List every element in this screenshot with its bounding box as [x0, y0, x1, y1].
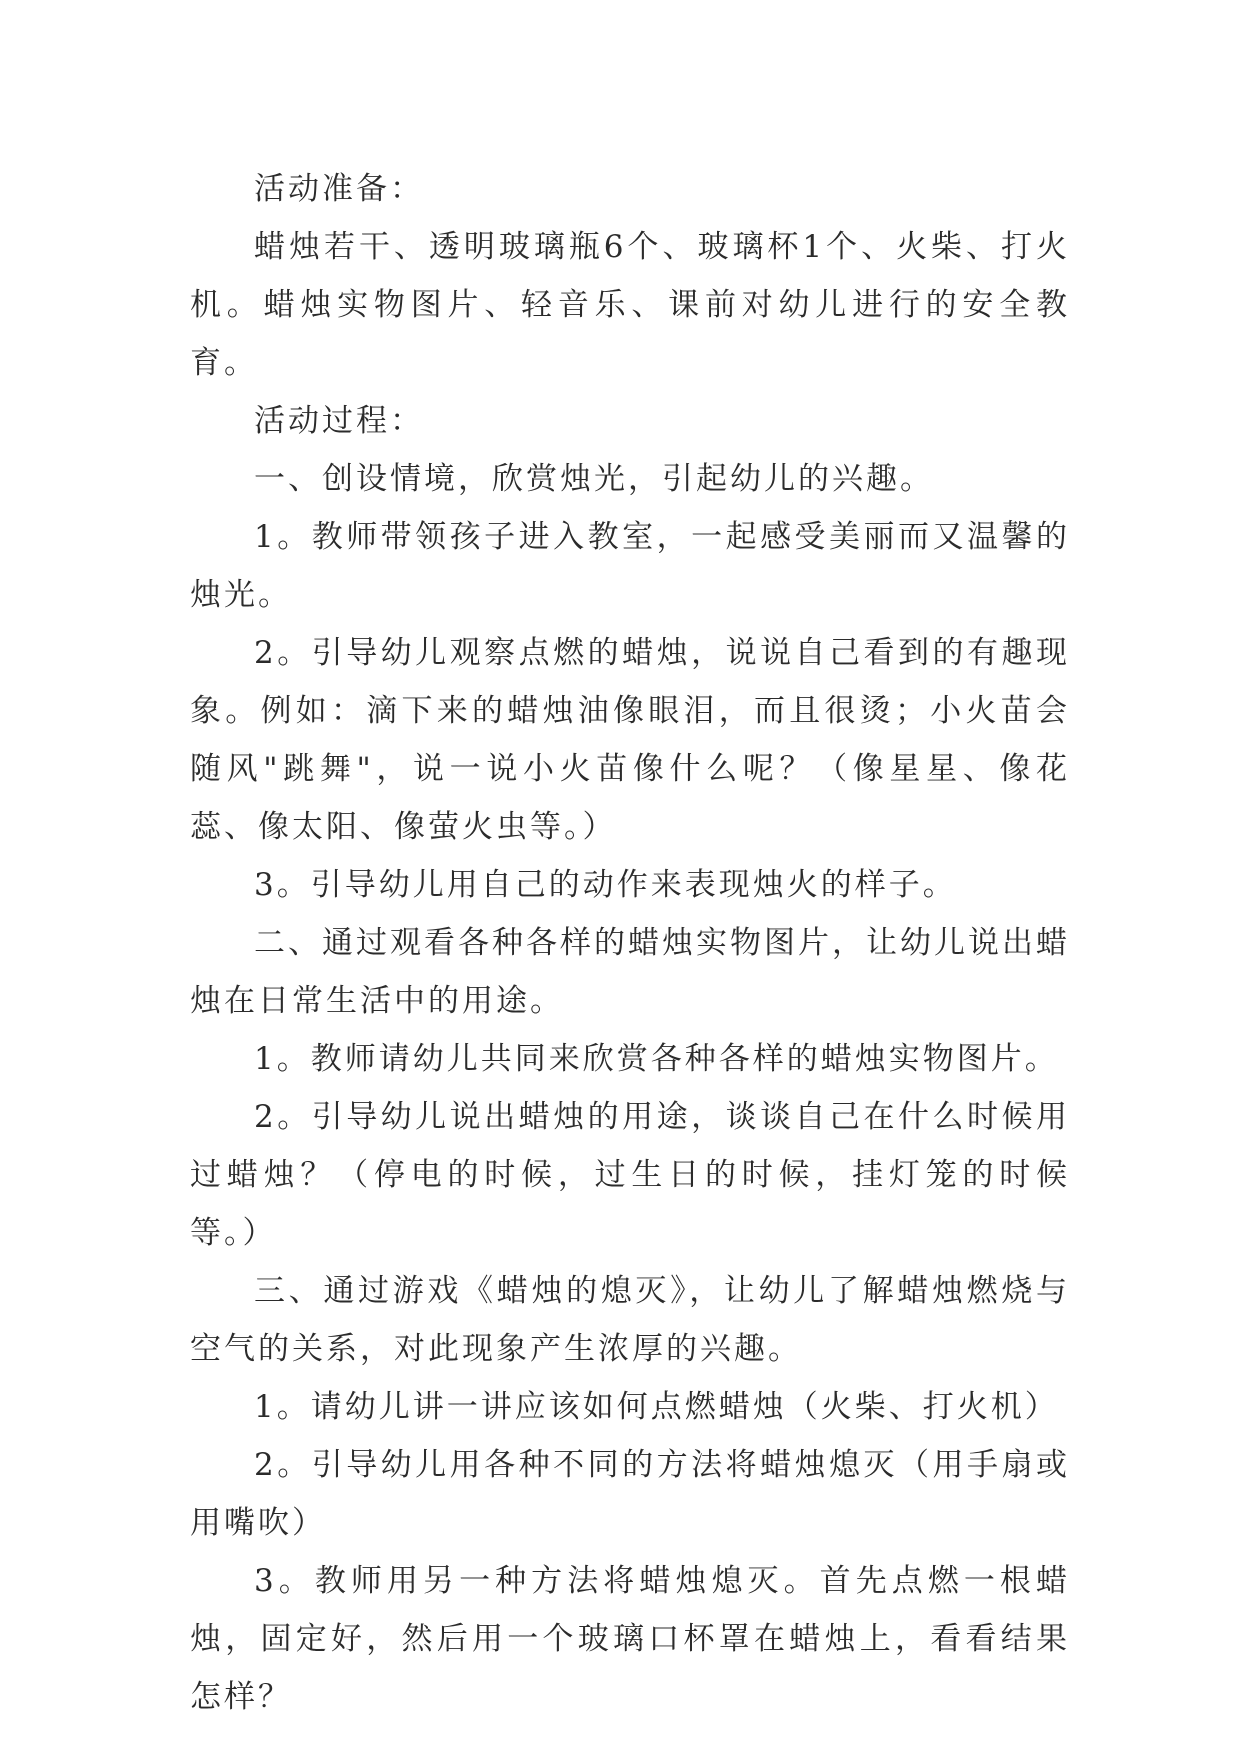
paragraph-process-heading: 活动过程：	[254, 403, 424, 439]
paragraph-section-two: 二、通过观看各种各样的蜡烛实物图片，让幼儿说出蜡烛在日常生活中的用途。	[190, 925, 1070, 1019]
paragraph-section-one: 一、创设情境，欣赏烛光，引起幼儿的兴趣。	[254, 461, 934, 497]
paragraph-section-three: 三、通过游戏《蜡烛的熄灭》，让幼儿了解蜡烛燃烧与空气的关系，对此现象产生浓厚的兴趣。	[190, 1273, 1070, 1367]
paragraph-section-three-step-2: 2。引导幼儿用各种不同的方法将蜡烛熄灭（用手扇或用嘴吹）	[190, 1447, 1070, 1541]
paragraph-preparation-materials: 蜡烛若干、透明玻璃瓶6个、玻璃杯1个、火柴、打火机。蜡烛实物图片、轻音乐、课前对幼儿进行的安全教育。	[190, 229, 1070, 381]
paragraph-preparation-heading: 活动准备：	[254, 171, 424, 207]
paragraph-section-two-step-1: 1。教师请幼儿共同来欣赏各种各样的蜡烛实物图片。	[254, 1041, 1059, 1077]
document-body	[190, 160, 1070, 1726]
paragraph-section-three-step-3: 3。教师用另一种方法将蜡烛熄灭。首先点燃一根蜡烛，固定好，然后用一个玻璃口杯罩在蜡烛上，看看结果怎样？	[190, 1563, 1070, 1715]
paragraph-section-one-step-1: 1。教师带领孩子进入教室，一起感受美丽而又温馨的烛光。	[190, 519, 1070, 613]
paragraph-section-two-step-2: 2。引导幼儿说出蜡烛的用途，谈谈自己在什么时候用过蜡烛？（停电的时候，过生日的时候，挂灯笼的时候等。）	[190, 1099, 1070, 1251]
paragraph-section-one-step-2: 2。引导幼儿观察点燃的蜡烛，说说自己看到的有趣现象。例如：滴下来的蜡烛油像眼泪，而且很烫；小火苗会随风"跳舞"，说一说小火苗像什么呢？（像星星、像花蕊、像太阳、像萤火虫等。）	[190, 635, 1070, 845]
paragraph-section-one-step-3: 3。引导幼儿用自己的动作来表现烛火的样子。	[254, 867, 957, 903]
paragraph-section-three-step-1: 1。请幼儿讲一讲应该如何点燃蜡烛（火柴、打火机）	[254, 1389, 1059, 1425]
